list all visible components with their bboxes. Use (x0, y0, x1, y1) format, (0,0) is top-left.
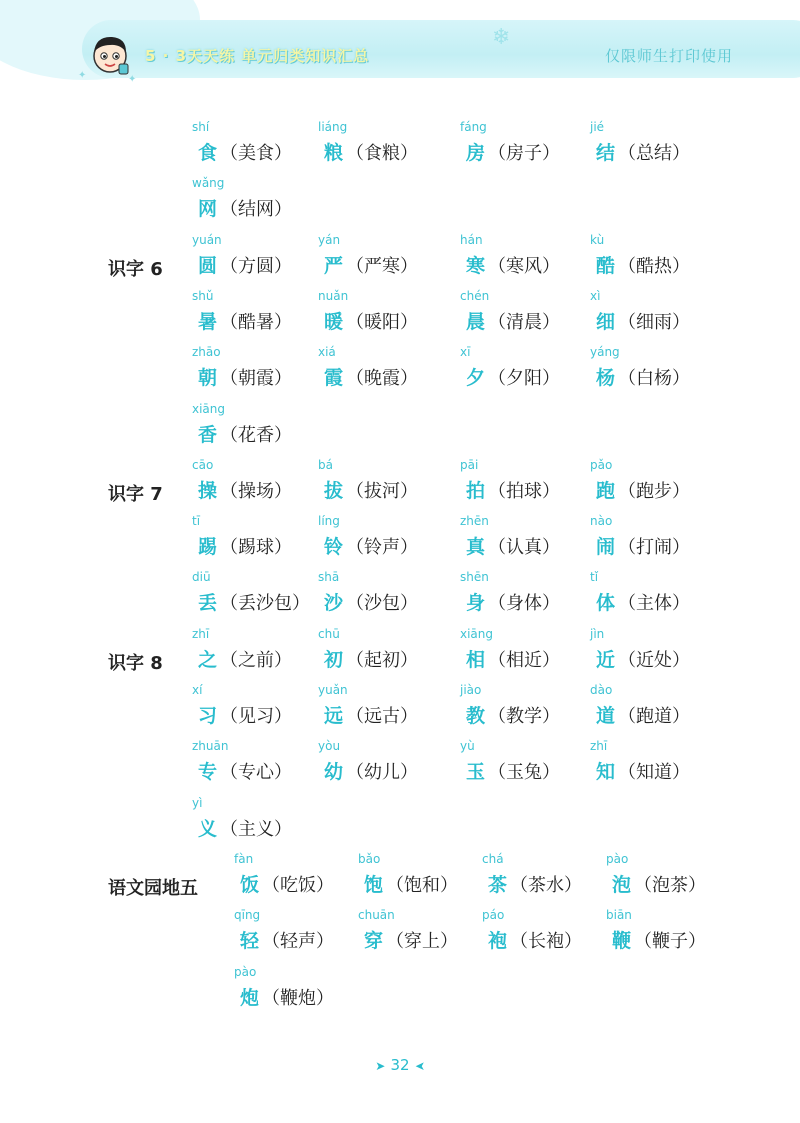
pinyin: bá (318, 457, 333, 472)
char-word-line (596, 757, 690, 784)
example-word: （泡茶） (634, 874, 707, 896)
character: 穿 (364, 930, 384, 953)
char-word-line (324, 645, 418, 672)
example-word: （之前） (220, 649, 293, 671)
character: 食 (198, 142, 218, 164)
example-word: （茶水） (510, 874, 583, 896)
char-word-line (324, 757, 418, 784)
pinyin: fáng (460, 120, 487, 134)
pinyin: shǔ (192, 288, 214, 303)
pinyin: zhāo (192, 345, 221, 360)
character: 细 (596, 310, 616, 333)
character: 夕 (466, 367, 486, 390)
character: 炮 (240, 986, 260, 1009)
pinyin: bǎo (358, 851, 381, 866)
example-word: （吃饭） (262, 874, 335, 896)
char-word-line (488, 926, 582, 953)
character: 跑 (596, 479, 616, 502)
pinyin: xí (192, 683, 203, 697)
char-word-line (198, 476, 292, 503)
page-number: 32 (390, 1056, 410, 1074)
char-word-line (324, 307, 418, 334)
char-word-line (596, 532, 690, 559)
example-word: （花香） (220, 424, 293, 446)
pinyin: yì (192, 795, 203, 810)
char-word-line (466, 701, 560, 728)
pinyin: xì (590, 288, 601, 303)
pinyin: shā (318, 570, 340, 585)
example-word: （主义） (220, 818, 293, 840)
pinyin: fàn (234, 851, 254, 866)
pinyin: pào (606, 851, 629, 866)
pinyin: pāi (460, 457, 479, 472)
character: 近 (596, 648, 616, 671)
example-word: （食粮） (346, 143, 419, 164)
example-word: （玉兔） (488, 762, 561, 784)
word-row (0, 957, 800, 1013)
char-word-line (364, 870, 458, 897)
character: 闹 (596, 536, 616, 559)
char-word-line (466, 532, 560, 559)
character: 轻 (240, 930, 260, 953)
character: 知 (596, 761, 616, 784)
char-word-line (596, 476, 690, 503)
character: 寒 (466, 254, 486, 277)
section-label: 识字 7 (108, 483, 163, 505)
char-word-line (466, 251, 560, 278)
char-word-line (324, 251, 418, 278)
word-row (0, 788, 800, 844)
character: 茶 (488, 873, 508, 896)
pinyin: nuǎn (318, 288, 349, 303)
example-word: （身体） (488, 593, 561, 615)
page-footer (0, 1055, 800, 1074)
example-word: （沙包） (346, 593, 419, 615)
section-label: 语文园地五 (108, 877, 198, 899)
word-row (0, 844, 800, 900)
character: 饭 (240, 873, 260, 896)
example-word: （白杨） (618, 368, 691, 390)
pinyin: xiāng (460, 626, 494, 641)
character: 操 (198, 479, 218, 502)
example-word: （教学） (488, 706, 561, 727)
character: 晨 (466, 310, 486, 333)
char-word-line (240, 870, 334, 897)
pinyin: tǐ (590, 570, 599, 585)
character: 之 (198, 648, 218, 671)
character: 杨 (596, 367, 616, 390)
character: 暑 (198, 310, 218, 333)
pinyin: shēn (460, 570, 489, 585)
character: 体 (596, 592, 616, 615)
character: 粮 (324, 142, 344, 164)
pinyin: yòu (318, 739, 341, 754)
example-word: （拍球） (488, 480, 561, 502)
pinyin: dào (590, 683, 613, 697)
pinyin: nào (590, 514, 613, 529)
pinyin: yán (318, 232, 341, 247)
character: 相 (466, 648, 486, 671)
pinyin: jìn (590, 626, 605, 641)
word-row (0, 562, 800, 618)
char-word-line (596, 588, 690, 615)
char-word-line (198, 363, 292, 390)
char-word-line (324, 588, 418, 615)
char-word-line (596, 363, 690, 390)
pinyin: biān (606, 908, 632, 923)
char-word-line (240, 983, 334, 1010)
boy-mascot-icon (86, 30, 134, 78)
char-word-line (596, 138, 690, 165)
character: 泡 (612, 873, 632, 896)
pinyin: shí (192, 120, 210, 134)
pinyin: cāo (192, 457, 214, 472)
character: 圆 (198, 254, 218, 277)
char-word-line (198, 532, 292, 559)
example-word: （远古） (346, 706, 419, 727)
char-word-line (198, 138, 292, 165)
character: 义 (198, 817, 218, 840)
char-word-line (596, 701, 690, 728)
arrow-left-icon: ➤ (414, 1059, 425, 1073)
example-word: （夕阳） (488, 368, 561, 390)
character: 丢 (198, 592, 218, 615)
char-word-line (364, 926, 458, 953)
pinyin: jiào (460, 683, 482, 697)
char-word-line (198, 757, 292, 784)
word-row (0, 168, 800, 224)
character: 远 (324, 705, 344, 727)
example-word: （知道） (618, 762, 691, 784)
character: 拍 (466, 479, 486, 502)
example-word: （相近） (488, 649, 561, 671)
char-word-line (596, 251, 690, 278)
example-word: （铃声） (346, 537, 419, 559)
pinyin: xī (460, 345, 471, 360)
word-row (0, 506, 800, 562)
example-word: （主体） (618, 593, 691, 615)
example-word: （专心） (220, 762, 293, 784)
pinyin: pào (234, 964, 257, 979)
example-word: （鞭炮） (262, 987, 335, 1009)
char-word-line (324, 363, 418, 390)
header-title: 5 · 3天天练 单元归类知识汇总 (145, 47, 370, 65)
word-row (0, 225, 800, 281)
word-row (0, 675, 800, 731)
example-word: （轻声） (262, 931, 335, 953)
pinyin: chén (460, 288, 490, 303)
example-word: （房子） (488, 143, 561, 164)
char-word-line (198, 420, 292, 447)
word-row (0, 112, 800, 168)
char-word-line (488, 870, 582, 897)
char-word-line (240, 926, 334, 953)
character: 酷 (596, 254, 616, 277)
example-word: （跑道） (618, 706, 691, 727)
example-word: （严寒） (346, 255, 419, 277)
word-row (0, 394, 800, 450)
pinyin: pǎo (590, 457, 613, 472)
pinyin: tī (192, 514, 201, 529)
pinyin: yuán (192, 232, 222, 247)
pinyin: xiá (318, 345, 336, 360)
pinyin: yáng (590, 345, 620, 360)
word-row (0, 337, 800, 393)
example-word: （操场） (220, 480, 293, 502)
word-row (0, 619, 800, 675)
pinyin: chá (482, 851, 504, 866)
pinyin: zhuān (192, 739, 229, 754)
character: 教 (466, 705, 486, 727)
character: 习 (198, 705, 218, 727)
example-word: （幼儿） (346, 762, 419, 784)
example-word: （清晨） (488, 311, 561, 333)
example-word: （饱和） (386, 874, 459, 896)
char-word-line (198, 307, 292, 334)
example-word: （酷暑） (220, 311, 293, 333)
section-label: 识字 8 (108, 652, 163, 674)
pinyin: páo (482, 908, 505, 923)
char-word-line (596, 307, 690, 334)
page-header (0, 0, 800, 105)
example-word: （总结） (618, 143, 691, 164)
example-word: （暖阳） (346, 311, 419, 333)
char-word-line (198, 588, 310, 615)
example-word: （晚霞） (346, 368, 419, 390)
character: 饱 (364, 873, 384, 896)
section-label: 识字 6 (108, 258, 163, 280)
example-word: （鞭子） (634, 931, 707, 953)
pinyin: wǎng (192, 176, 225, 191)
pinyin: xiāng (192, 401, 226, 416)
example-word: （美食） (220, 143, 293, 164)
star-icon: ✦ (128, 74, 137, 85)
char-word-line (466, 588, 560, 615)
example-word: （见习） (220, 706, 293, 727)
char-word-line (466, 363, 560, 390)
char-word-line (198, 645, 292, 672)
char-word-line (596, 645, 690, 672)
char-word-line (198, 194, 292, 221)
character: 专 (198, 761, 218, 784)
character: 道 (596, 705, 616, 727)
character: 幼 (324, 761, 344, 784)
pinyin: zhī (192, 626, 210, 641)
word-row (0, 900, 800, 956)
pinyin: yù (460, 739, 475, 754)
pinyin: líng (318, 514, 340, 529)
character: 严 (324, 254, 344, 277)
example-word: （近处） (618, 649, 691, 671)
char-word-line (466, 476, 560, 503)
char-word-line (612, 926, 706, 953)
word-row (0, 731, 800, 787)
example-word: （丢沙包） (220, 593, 311, 615)
character: 初 (324, 648, 344, 671)
char-word-line (198, 814, 292, 841)
pinyin: kù (590, 232, 605, 247)
pinyin: diū (192, 570, 211, 585)
char-word-line (466, 138, 560, 165)
pinyin: qīng (234, 908, 261, 923)
snowflake-icon: ❄ (492, 25, 511, 50)
pinyin: yuǎn (318, 683, 348, 697)
char-word-line (324, 701, 418, 728)
example-word: （酷热） (618, 255, 691, 277)
character: 霞 (324, 367, 344, 390)
example-word: （拔河） (346, 480, 419, 502)
character: 真 (466, 536, 486, 559)
word-row (0, 450, 800, 506)
pinyin: chū (318, 626, 340, 641)
character: 袍 (488, 930, 508, 953)
word-row (0, 281, 800, 337)
char-word-line (198, 701, 292, 728)
character: 玉 (466, 761, 486, 784)
character: 香 (198, 423, 218, 446)
example-word: （长袍） (510, 931, 583, 953)
character: 拔 (324, 479, 344, 502)
character: 暖 (324, 310, 344, 333)
arrow-right-icon: ➤ (375, 1059, 386, 1073)
example-word: （踢球） (220, 537, 293, 559)
example-word: （细雨） (618, 311, 691, 333)
char-word-line (612, 870, 706, 897)
example-word: （寒风） (488, 255, 561, 277)
char-word-line (466, 757, 560, 784)
example-word: （跑步） (618, 480, 691, 502)
character: 踢 (198, 536, 218, 559)
char-word-line (324, 138, 418, 165)
char-word-line (198, 251, 292, 278)
char-word-line (466, 645, 560, 672)
example-word: （方圆） (220, 255, 293, 277)
char-word-line (324, 476, 418, 503)
pinyin: jié (590, 120, 605, 134)
pinyin: liáng (318, 120, 348, 134)
character: 房 (466, 142, 486, 164)
example-word: （打闹） (618, 537, 691, 559)
character: 网 (198, 198, 218, 221)
character: 鞭 (612, 930, 632, 953)
example-word: （起初） (346, 649, 419, 671)
character: 朝 (198, 367, 218, 390)
character: 铃 (324, 536, 344, 559)
character: 沙 (324, 592, 344, 615)
pinyin: zhēn (460, 514, 489, 529)
char-word-line (324, 532, 418, 559)
example-word: （结网） (220, 199, 293, 221)
header-right-text: 仅限师生打印使用 (605, 47, 734, 65)
char-word-line (466, 307, 560, 334)
example-word: （朝霞） (220, 368, 293, 390)
pinyin: zhī (590, 739, 608, 754)
pinyin: chuān (358, 908, 395, 923)
character: 身 (466, 592, 486, 615)
example-word: （认真） (488, 537, 561, 559)
star-icon: ✦ (78, 70, 87, 81)
pinyin: hán (460, 232, 483, 247)
example-word: （穿上） (386, 931, 459, 953)
character: 结 (596, 142, 616, 164)
